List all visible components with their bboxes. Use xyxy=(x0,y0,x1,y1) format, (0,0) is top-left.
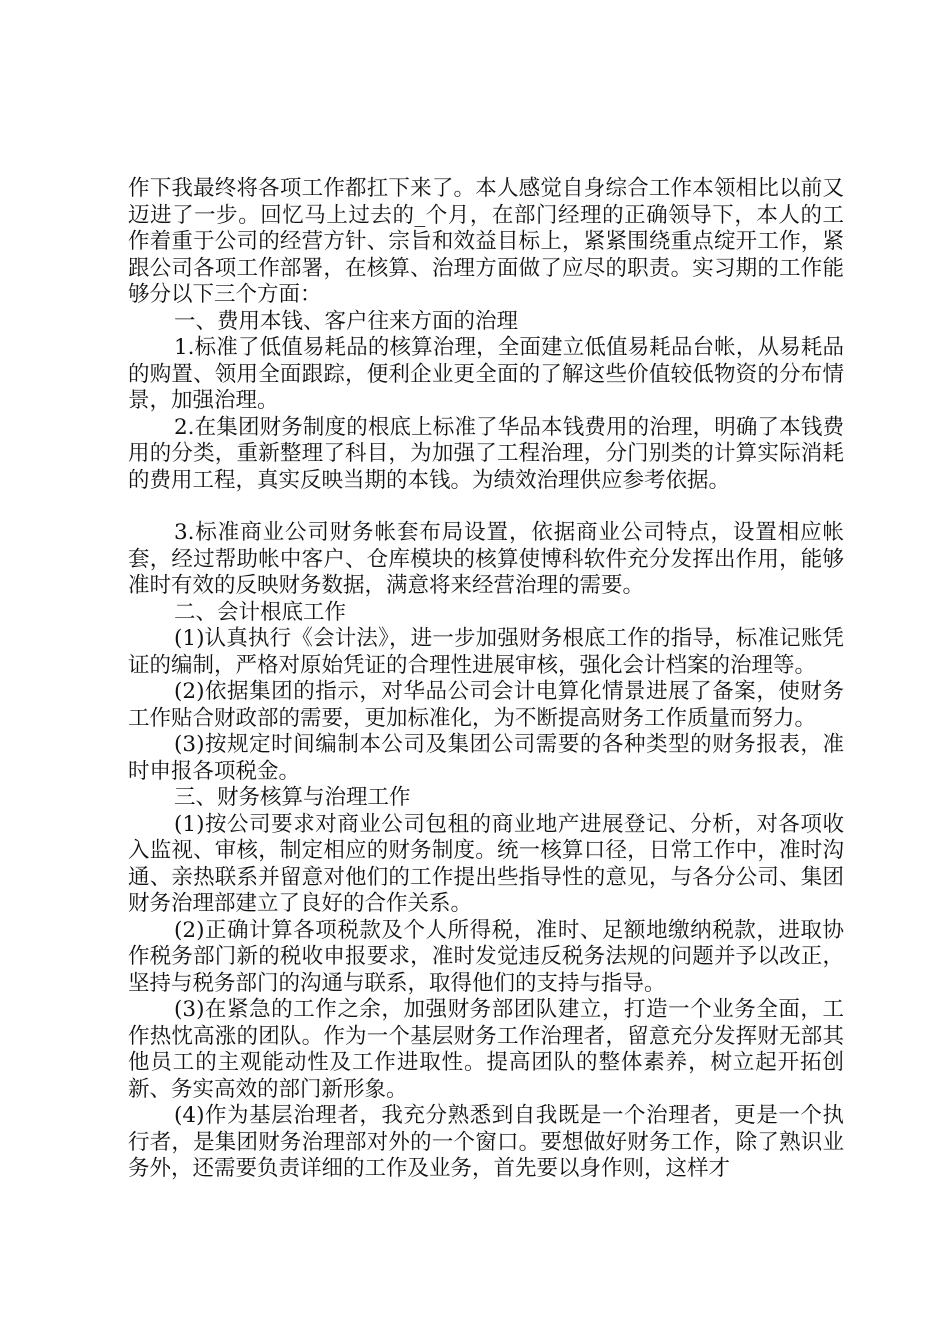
paragraph-3-2: (2)正确计算各项税款及个人所得税，准时、足额地缴纳税款，进取协作税务部门新的税收申报要求，准时发觉违反税务法规的问题并予以改正，坚持与税务部门的沟通与联系，取得他们的支持与指导。 xyxy=(128,917,844,996)
paragraph-2-2: (2)依据集团的指示，对华品公司会计电算化情景进展了备案，使财务工作贴合财政部的需要，更加标准化，为不断提高财务工作质量而努力。 xyxy=(128,679,844,731)
section-heading-3: 三、财务核算与治理工作 xyxy=(174,785,411,810)
paragraph-3-1: (1)按公司要求对商业公司包租的商业地产进展登记、分析，对各项收入监视、审核，制定相应的财务制度。统一核算口径，日常工作中，准时沟通、亲热联系并留意对他们的工作提出些指导性的意见，与各分公司、集团财务治理部建立了良好的合作关系。 xyxy=(128,811,844,916)
paragraph-2-1: (1)认真执行《会计法》，进一步加强财务根底工作的指导，标准记账凭证的编制，严格对原始凭证的合理性进展审核，强化会计档案的治理等。 xyxy=(128,626,844,678)
paragraph-1-2: 2.在集团财务制度的根底上标准了华品本钱费用的治理，明确了本钱费用的分类，重新整理了科目，为加强了工程治理，分门别类的计算实际消耗的费用工程，真实反映当期的本钱。为绩效治理供应参考依据。 xyxy=(128,414,844,493)
section-heading-2: 二、会计根底工作 xyxy=(174,599,347,625)
section-heading-1: 一、费用本钱、客户往来方面的治理 xyxy=(174,308,519,334)
document-body xyxy=(128,176,844,1183)
paragraph-3-3: (3)在紧急的工作之余，加强财务部团队建立，打造一个业务全面，工作热忱高涨的团队。作为一个基层财务工作治理者，留意充分发挥财无部其他员工的主观能动性及工作进取性。提高团队的整体素养，树立起开拓创新、务实高效的部门新形象。 xyxy=(128,997,844,1102)
paragraph-3-4: (4)作为基层治理者，我充分熟悉到自我既是一个治理者，更是一个执行者，是集团财务治理部对外的一个窗口。要想做好财务工作，除了熟识业务外，还需要负责详细的工作及业务，首先要以身作则，这样才 xyxy=(128,1103,844,1181)
paragraph-intro: 作下我最终将各项工作都扛下来了。本人感觉自身综合工作本领相比以前又迈进了一步。回忆马上过去的_个月，在部门经理的正确领导下，本人的工作着重于公司的经营方针、宗旨和效益目标上，紧紧围绕重点绽开工作，紧跟公司各项工作部署，在核算、治理方面做了应尽的职责。实习期的工作能够分以下三个方面： xyxy=(128,176,844,307)
paragraph-2-3: (3)按规定时间编制本公司及集团公司需要的各种类型的财务报表，准时申报各项税金。 xyxy=(128,732,844,784)
paragraph-1-1: 1.标准了低值易耗品的核算治理，全面建立低值易耗品台帐，从易耗品的购置、领用全面跟踪，便利企业更全面的了解这些价值较低物资的分布情景，加强治理。 xyxy=(128,335,844,413)
paragraph-1-3: 3.标准商业公司财务帐套布局设置，依据商业公司特点，设置相应帐套，经过帮助帐中客户、仓库模块的核算使博科软件充分发挥出作用，能够准时有效的反映财务数据，满意将来经营治理的需要。 xyxy=(128,520,844,598)
paragraph-spacer xyxy=(128,494,844,520)
